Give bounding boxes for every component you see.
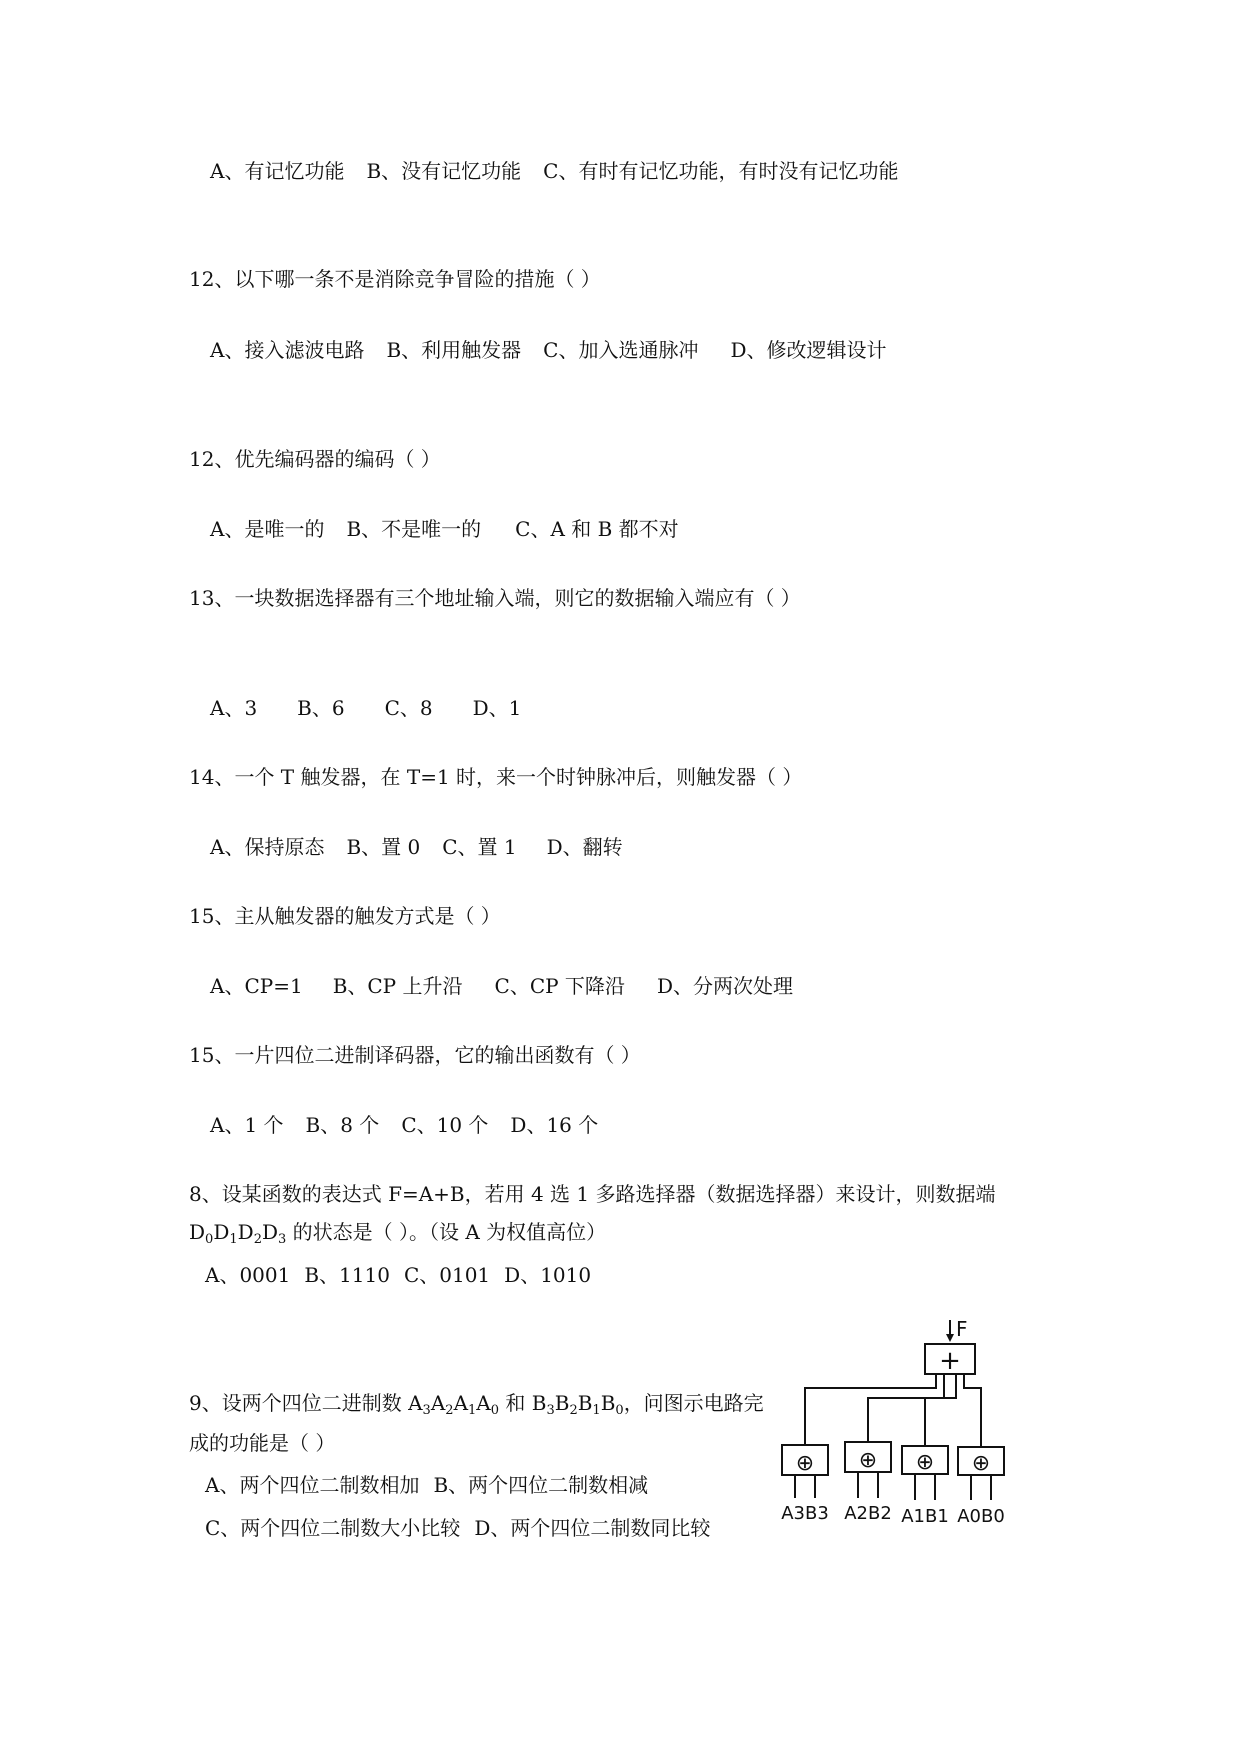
- q9-option-b: B、两个四位二制数相减: [433, 1473, 649, 1497]
- q11-option-c: C、有时有记忆功能，有时没有记忆功能: [543, 159, 899, 183]
- q12b-options: [210, 516, 679, 542]
- q8-options: [205, 1262, 591, 1288]
- q13-option-a: A、3: [210, 696, 258, 720]
- q13-option-c: C、8: [384, 696, 433, 720]
- wire-4: [964, 1374, 981, 1447]
- input-label-3: A3B3: [781, 1503, 829, 1524]
- q15a-option-d: D、分两次处理: [656, 974, 793, 998]
- wire-2: [868, 1374, 944, 1442]
- gate-1: [901, 1446, 949, 1527]
- q15b-option-a: A、1 个: [210, 1113, 284, 1137]
- q12b-option-a: A、是唯一的: [210, 517, 325, 541]
- q14-option-a: A、保持原态: [210, 835, 325, 859]
- q8-option-d: D、1010: [504, 1263, 592, 1287]
- q8-stem-line2: [189, 1219, 606, 1245]
- q15a-option-b: B、CP 上升沿: [332, 974, 463, 998]
- q15b-option-d: D、16 个: [510, 1113, 599, 1137]
- q8-data-ports: $D_0D_1D_2D_3$: [189, 1220, 287, 1247]
- q14-options: [210, 834, 623, 860]
- q12b-option-b: B、不是唯一的: [346, 517, 482, 541]
- q11-option-b: B、没有记忆功能: [366, 159, 522, 183]
- q12b-option-c: C、A 和 B 都不对: [515, 517, 679, 541]
- q8-option-a: A、0001: [205, 1263, 291, 1287]
- gate-3-symbol: ⊕: [795, 1451, 815, 1476]
- q14-stem: 14、一个 T 触发器，在 T=1 时，来一个时钟脉冲后，则触发器（ ）: [189, 765, 803, 789]
- q11-options: [210, 158, 898, 184]
- q12a-stem: 12、以下哪一条不是消除竞争冒险的措施（ ）: [189, 267, 601, 291]
- q13-stem: 13、一块数据选择器有三个地址输入端，则它的数据输入端应有（ ）: [189, 586, 801, 610]
- q12a-option-b: B、利用触发器: [386, 338, 522, 362]
- q8-option-c: C、0101: [403, 1263, 491, 1287]
- gate-2: [844, 1442, 892, 1524]
- q9-options-row2: [205, 1515, 710, 1541]
- q9-stem-suffix: ，问图示电路完: [623, 1391, 764, 1415]
- q9-stem-prefix: 9、设两个四位二进制数: [189, 1391, 409, 1415]
- q9-stem-line1: [189, 1390, 764, 1416]
- output-arrow: [946, 1334, 954, 1342]
- q9-stem-line2: 成的功能是（ ）: [189, 1431, 336, 1455]
- q9-option-a: A、两个四位二制数相加: [205, 1473, 420, 1497]
- gate-0: [957, 1447, 1005, 1527]
- q12a-option-a: A、接入滤波电路: [210, 338, 365, 362]
- input-label-2: A2B2: [844, 1503, 892, 1524]
- q8-stem-line2-text: 的状态是（ ）。（设 A 为权值高位）: [286, 1220, 607, 1244]
- gate-1-symbol: ⊕: [915, 1450, 935, 1475]
- q12a-options: [210, 337, 887, 363]
- q15b-stem: 15、一片四位二进制译码器，它的输出函数有（ ）: [189, 1043, 641, 1067]
- q12a-option-c: C、加入选通脉冲: [543, 338, 699, 362]
- q13-option-b: B、6: [297, 696, 345, 720]
- q9-number-b: $B_3B_2B_1B_0$: [531, 1391, 624, 1418]
- q15a-stem: 15、主从触发器的触发方式是（ ）: [189, 904, 501, 928]
- wire-1: [805, 1374, 936, 1445]
- q14-option-c: C、置 1: [442, 835, 517, 859]
- q9-number-a: $A_3A_2A_1A_0$: [408, 1391, 500, 1418]
- comparator-circuit-diagram: [770, 1320, 1070, 1570]
- gate-2-symbol: ⊕: [858, 1448, 878, 1473]
- q15b-option-b: B、8 个: [305, 1113, 380, 1137]
- q15a-option-a: A、CP=1: [210, 974, 303, 998]
- q15a-options: [210, 973, 793, 999]
- q8-option-b: B、1110: [304, 1263, 390, 1287]
- q15b-option-c: C、10 个: [401, 1113, 489, 1137]
- q9-option-d: D、两个四位二制数同比较: [474, 1516, 711, 1540]
- input-label-1: A1B1: [901, 1506, 949, 1527]
- q12a-option-d: D、修改逻辑设计: [730, 338, 887, 362]
- top-gate-symbol: +: [939, 1346, 961, 1376]
- gate-0-symbol: ⊕: [971, 1451, 991, 1476]
- q8-stem-line1: 8、设某函数的表达式 F=A+B，若用 4 选 1 多路选择器（数据选择器）来设计，则数据端: [189, 1182, 996, 1206]
- q15a-option-c: C、CP 下降沿: [494, 974, 625, 998]
- q11-option-a: A、有记忆功能: [210, 159, 345, 183]
- q9-stem-middle: 和: [499, 1391, 532, 1415]
- q14-option-b: B、置 0: [346, 835, 421, 859]
- wire-3: [925, 1374, 956, 1446]
- q13-option-d: D、1: [472, 696, 522, 720]
- q13-options: [210, 695, 521, 721]
- output-label: F: [956, 1320, 968, 1341]
- q14-option-d: D、翻转: [546, 835, 623, 859]
- q12b-stem: 12、优先编码器的编码（ ）: [189, 447, 441, 471]
- gate-3: [781, 1445, 829, 1524]
- input-label-0: A0B0: [957, 1506, 1005, 1527]
- q15b-options: [210, 1112, 598, 1138]
- q9-options-row1: [205, 1472, 648, 1498]
- q9-option-c: C、两个四位二制数大小比较: [205, 1516, 461, 1540]
